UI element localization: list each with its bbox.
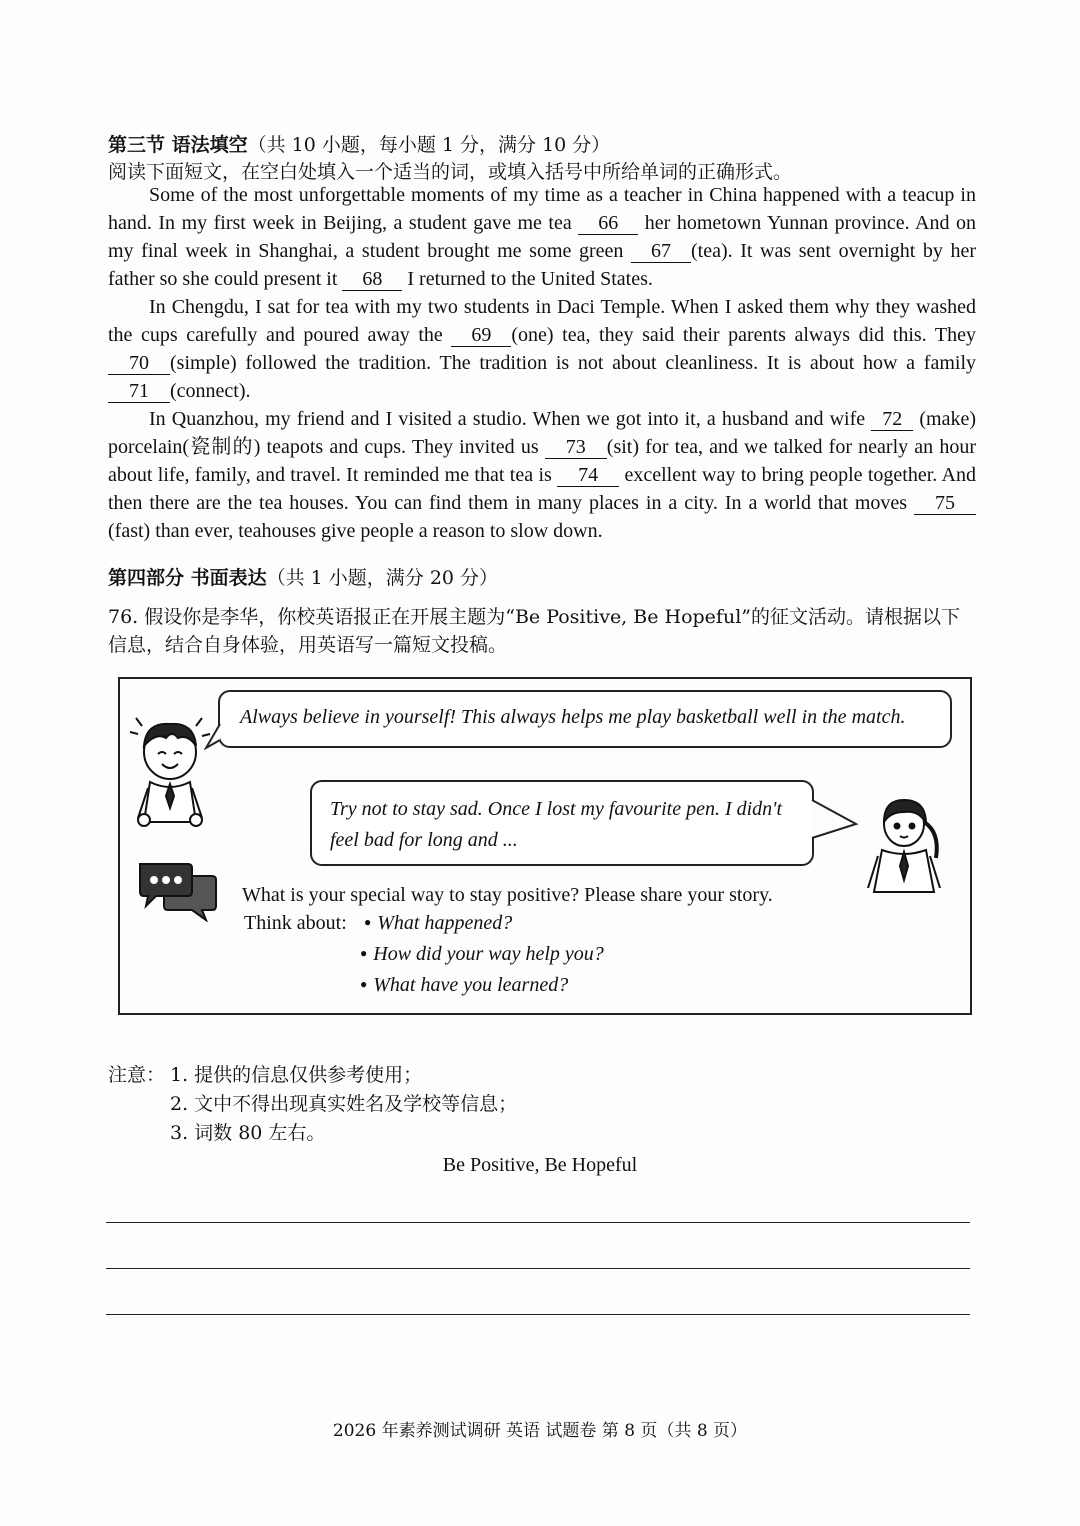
girl-illustration — [860, 792, 952, 896]
section3-instruction: 阅读下面短文，在空白处填入一个适当的词，或填入括号中所给单词的正确形式。 — [108, 161, 793, 183]
chat-icon — [136, 860, 218, 922]
blank-71: 71 — [108, 380, 170, 403]
think-about-label: Think about: — [244, 912, 347, 934]
note-item: 3. 词数 80 左右。 — [170, 1122, 326, 1144]
blank-70: 70 — [108, 352, 170, 375]
blank-66: 66 — [578, 212, 638, 235]
blank-68: 68 — [342, 268, 402, 291]
blank-75: 75 — [914, 492, 976, 515]
blank-72: 72 — [871, 408, 913, 431]
notes-label: 注意： — [108, 1064, 166, 1086]
bubble-tail-icon — [810, 794, 860, 842]
answer-line[interactable] — [106, 1268, 970, 1269]
blank-74: 74 — [557, 464, 619, 487]
part4-title: 第四部分 书面表达（共 1 小题，满分 20 分） — [108, 567, 499, 589]
guide-question: ● What have you learned? — [360, 974, 569, 996]
blank-69: 69 — [451, 324, 511, 347]
blank-67: 67 — [631, 240, 691, 263]
note-item: 1. 提供的信息仅供参考使用； — [170, 1064, 423, 1086]
passage-paragraph-1: Some of the most unforgettable moments of my time as a teacher in China happened with a teacup in hand. In my first week in Beijing, a student gave me tea 66 her hometown Yunnan province. And on my final week in Shanghai, a student brought me some green 67 (tea). It was sent overnight by her father so she could present it 68 I returned to the United States. — [108, 184, 976, 290]
passage-paragraph-3: In Quanzhou, my friend and I visited a studio. When we got into it, a husband and wife 72 (make) porcelain(瓷制的) teapots and cups. They invited us 73 (sit) for tea, and we talked for nearly an hour about life, family, and travel. It reminded me that tea is 74 excellent way to bring people together. And then there are the tea houses. You can find them in many places in a city. In a world that moves 75(fast) than ever, teahouses give people a reason to slow down. — [108, 408, 976, 542]
answer-line[interactable] — [106, 1222, 970, 1223]
writing-task: 76. 假设你是李华，你校英语报正在开展主题为“Be Positive, Be Hopeful”的征文活动。请根据以下信息，结合自身体验，用英语写一篇短文投稿。 — [108, 606, 960, 656]
passage-paragraph-2: In Chengdu, I sat for tea with my two students in Daci Temple. When I asked them why they washed the cups carefully and poured away the 69 (one) tea, they said their parents always did this. They 70 (simple) followed the tradition. The tradition is not about cleanliness. It is about how a family 71 (connect). — [108, 296, 976, 402]
writing-prompt: What is your special way to stay positive? Please share your story. — [242, 884, 773, 906]
girl-speech-bubble: Try not to stay sad. Once I lost my favourite pen. I didn't feel bad for long and ... — [310, 780, 814, 866]
section3-title: 第三节 语法填空（共 10 小题，每小题 1 分，满分 10 分） — [108, 134, 611, 156]
cloze-passage — [108, 181, 976, 545]
guide-question: ● What happened? — [364, 912, 513, 934]
essay-title: Be Positive, Be Hopeful — [442, 1154, 638, 1176]
answer-line[interactable] — [106, 1314, 970, 1315]
boy-speech-bubble: Always believe in yourself! This always helps me play basketball well in the match. — [218, 690, 952, 748]
blank-73: 73 — [545, 436, 607, 459]
page-footer: 2026 年素养测试调研 英语 试题卷 第 8 页（共 8 页） — [332, 1421, 748, 1441]
guide-question: ● How did your way help you? — [360, 943, 604, 965]
note-item: 2. 文中不得出现真实姓名及学校等信息； — [170, 1093, 518, 1115]
bubble-tail-icon — [204, 722, 222, 752]
